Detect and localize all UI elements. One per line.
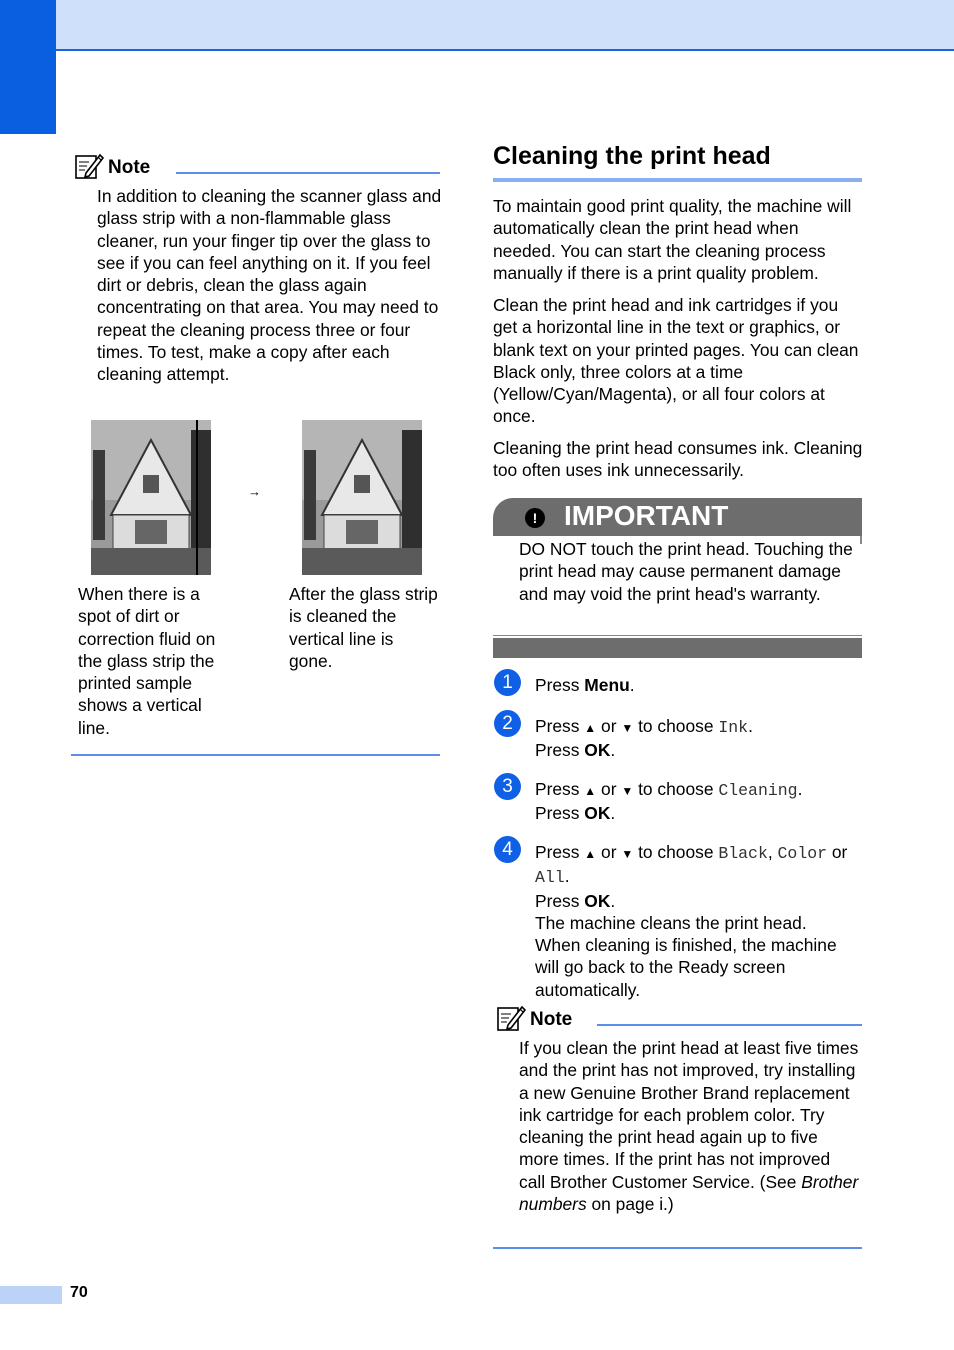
step-3-text: Press ▲ or ▼ to choose Cleaning. Press OK. <box>535 779 803 824</box>
important-text: DO NOT touch the print head. Touching the print head may cause permanent damage and may void the print head's warranty. <box>519 539 853 604</box>
step-number-badge: 3 <box>494 773 521 800</box>
step-number-badge: 4 <box>494 836 521 863</box>
step-2-text: Press ▲ or ▼ to choose Ink. Press OK. <box>535 716 753 761</box>
left-note-top-rule <box>176 172 440 174</box>
chapter-tab <box>0 0 56 134</box>
down-arrow-icon: ▼ <box>621 721 634 735</box>
header-band <box>0 0 954 51</box>
important-edge <box>860 536 862 544</box>
section-title: Cleaning the print head <box>493 142 771 170</box>
right-note-top-rule <box>597 1024 862 1026</box>
section-para-3: Cleaning the print head consumes ink. Cleaning too often uses ink unnecessarily. <box>493 438 863 481</box>
note-pencil-icon <box>74 151 104 181</box>
section-title-rule <box>493 178 862 182</box>
left-note-title: Note <box>108 157 151 178</box>
caption-after: After the glass strip is cleaned the vertical line is gone. <box>289 584 438 671</box>
important-title: IMPORTANT <box>564 500 729 531</box>
step-1-text: Press Menu. <box>535 675 635 695</box>
exclamation-icon: ! <box>525 508 545 528</box>
step-number-badge: 2 <box>494 710 521 737</box>
up-arrow-icon: ▲ <box>584 847 597 861</box>
caption-before: When there is a spot of dirt or correction fluid on the glass strip the printed sample shows a vertical line. <box>78 584 216 738</box>
up-arrow-icon: ▲ <box>584 721 597 735</box>
house-photo-clean <box>302 420 422 575</box>
house-photo-with-line <box>91 420 211 575</box>
note-pencil-icon <box>496 1003 526 1033</box>
right-note-title: Note <box>530 1009 573 1030</box>
right-note-text: If you clean the print head at least five times and the print has not improved, try installing a new Genuine Brother Brand replacement ink cartridge for each problem color. Try cleaning the print head again up to five more times. If the print has not improved call Brother Customer Service. (See Brother numbers on page i.) <box>519 1038 859 1215</box>
important-footer-bar <box>493 638 862 658</box>
left-note-bottom-rule <box>71 754 440 756</box>
step-4-text: Press ▲ or ▼ to choose Black, Color or All. Press OK. The machine cleans the print head. When cleaning is finished, the machine will go back to the Ready screen automatically. <box>535 842 848 1000</box>
left-note-text: In addition to cleaning the scanner glass and glass strip with a non-flammable glass cleaner, run your finger tip over the glass to see if you can feel anything on it. If you feel dirt or debris, clean the glass again concentrating on that area. You may need to repeat the cleaning process three or four times. To test, make a copy after each cleaning attempt. <box>97 186 442 385</box>
step-number-badge: 1 <box>494 669 521 696</box>
right-note-bottom-rule <box>493 1247 862 1249</box>
section-para-2: Clean the print head and ink cartridges if you get a horizontal line in the text or graphics, or blank text on your printed pages. You can clean Black only, three colors at a time (Yellow/Cyan/Magenta), or all four colors at once. <box>493 295 859 427</box>
important-divider <box>493 635 862 636</box>
page-number: 70 <box>70 1284 88 1301</box>
down-arrow-icon: ▼ <box>621 847 634 861</box>
section-para-1: To maintain good print quality, the machine will automatically clean the print head when needed. You can start the cleaning process manually if there is a print quality problem. <box>493 196 852 283</box>
before-after-arrow: → <box>248 484 261 499</box>
page-number-band <box>0 1286 62 1304</box>
down-arrow-icon: ▼ <box>621 784 634 798</box>
up-arrow-icon: ▲ <box>584 784 597 798</box>
